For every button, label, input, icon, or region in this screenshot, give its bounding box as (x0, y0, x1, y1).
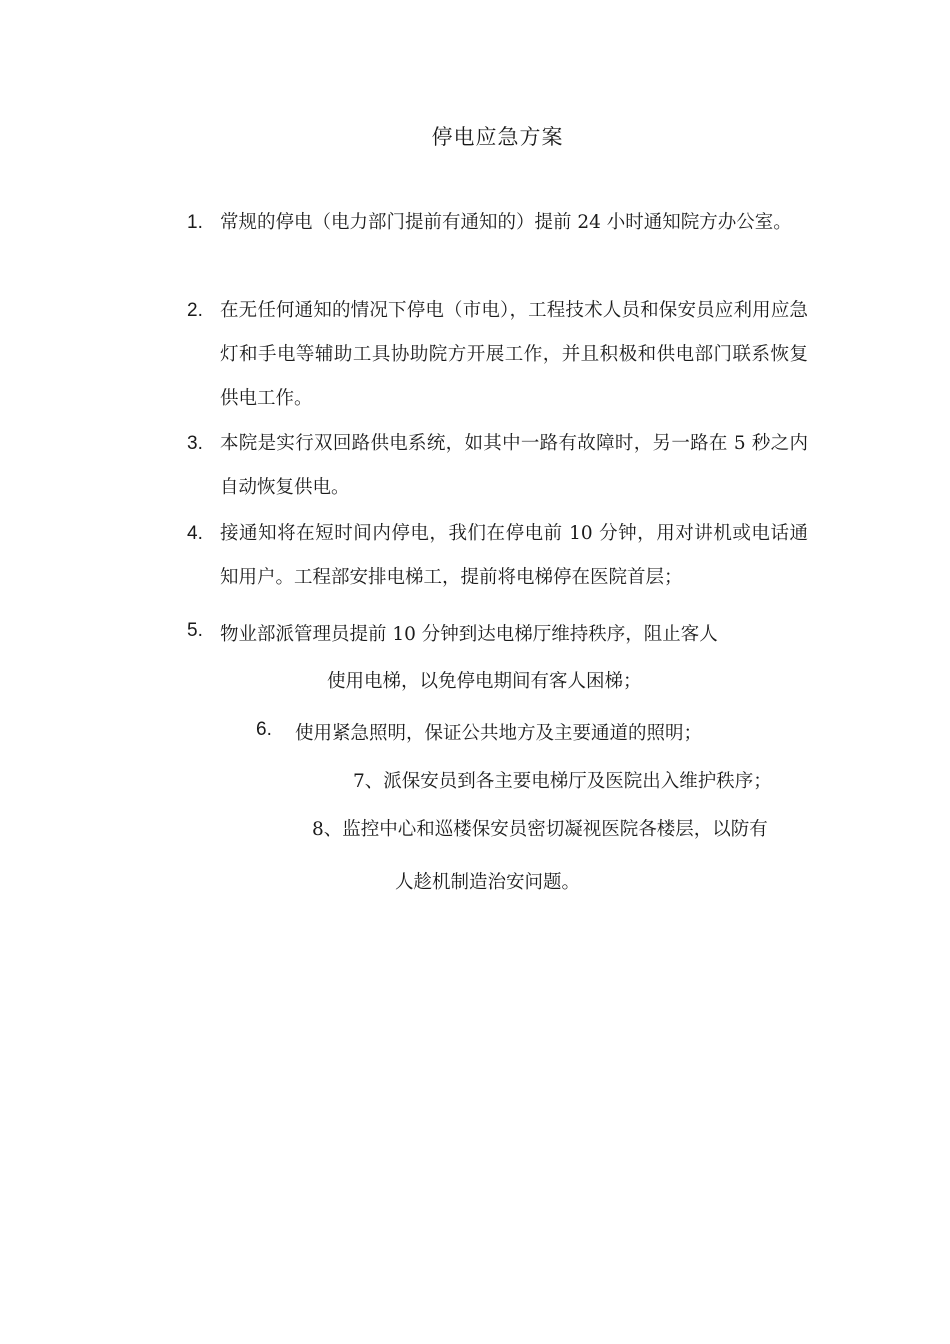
item-text: 接通知将在短时间内停电，我们在停电前 10 分钟，用对讲机或电话通知用户。工程部安排电梯工，提前将电梯停在医院首层； (220, 523, 808, 588)
item-text: 本院是实行双回路供电系统，如其中一路有故障时，另一路在 5 秒之内自动恢复供电。 (220, 433, 808, 498)
item-text: 常规的停电（电力部门提前有通知的）提前 24 小时通知院方办公室。 (220, 212, 792, 233)
item-6-number: 6. (256, 719, 272, 740)
item-5-number: 5. (187, 620, 203, 641)
item-6-text: 使用紧急照明，保证公共地方及主要通道的照明； (295, 723, 703, 744)
item-8-line-1: 8、监控中心和巡楼保安员密切凝视医院各楼层，以防有 (312, 819, 768, 840)
item-5-line-1: 物业部派管理员提前 10 分钟到达电梯厅维持秩序，阻止客人 (220, 624, 718, 645)
item-8-line-2: 人趁机制造治安问题。 (395, 872, 581, 893)
item-5-line-2: 使用电梯，以免停电期间有客人困梯； (327, 671, 642, 692)
item-text: 在无任何通知的情况下停电（市电），工程技术人员和保安员应利用应急灯和手电等辅助工具协助院方开展工作，并且积极和供电部门联系恢复供电工作。 (220, 300, 808, 409)
document-title: 停电应急方案 (431, 125, 564, 149)
item-number: 4. (187, 523, 203, 544)
item-number: 2. (187, 300, 203, 321)
item-number: 3. (187, 433, 203, 454)
item-7-text: 7、派保安员到各主要电梯厅及医院出入维护秩序； (353, 771, 772, 792)
item-number: 1. (187, 212, 203, 233)
